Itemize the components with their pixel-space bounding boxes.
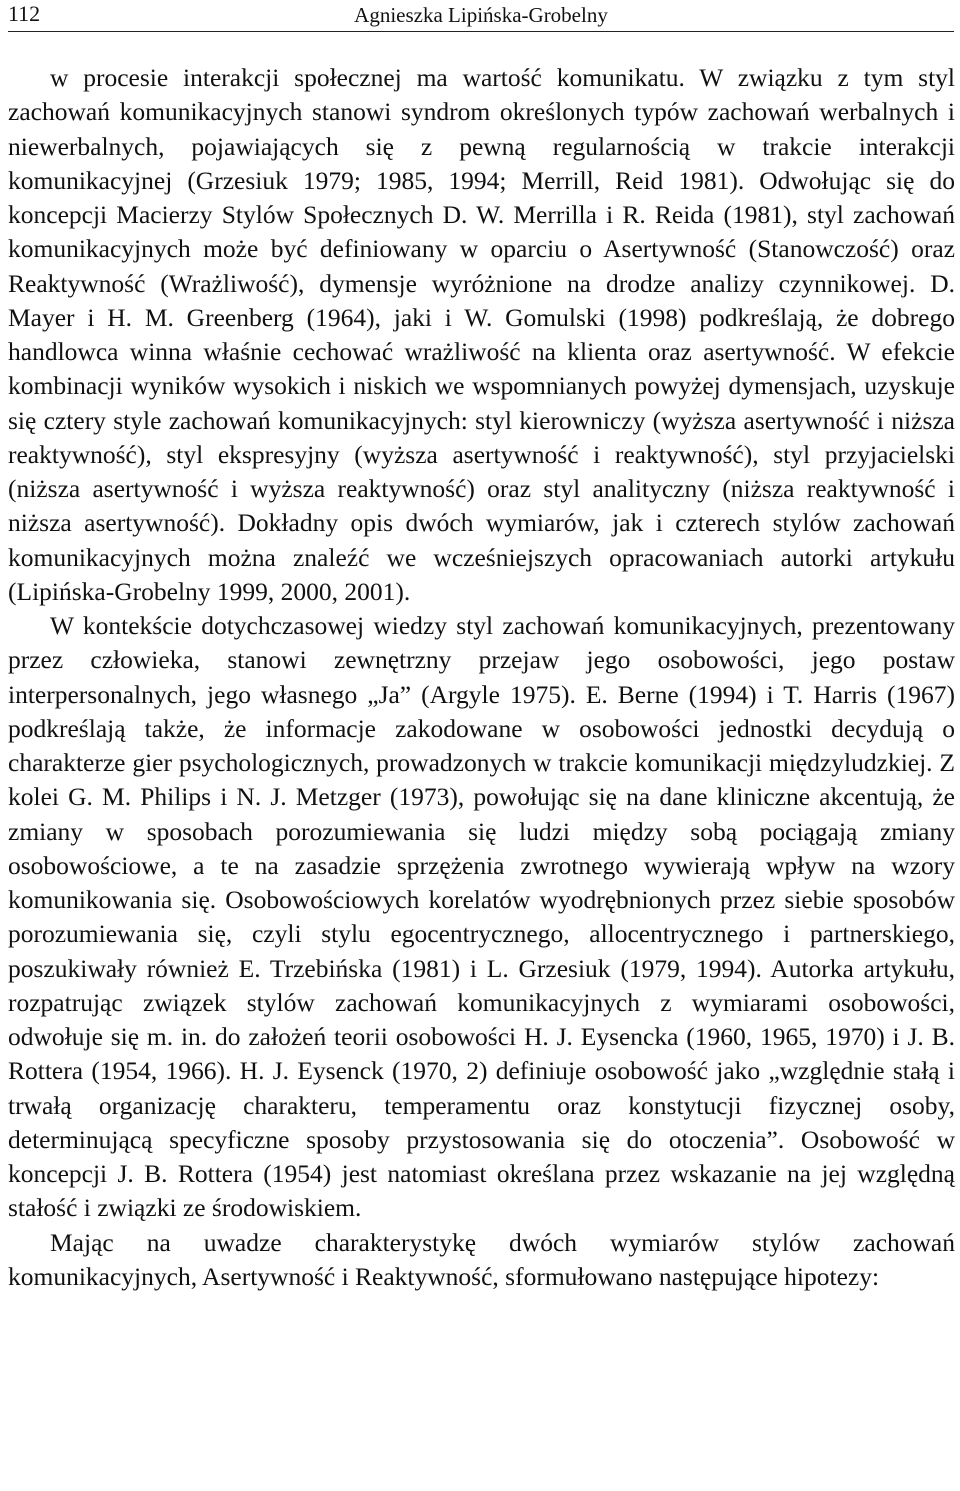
paragraph-3: Mając na uwadze charakterystykę dwóch wymiarów stylów zachowań komunikacyjnych, Asertywność i Reaktywność, sformułowano następujące hipotezy: [8, 1227, 955, 1291]
paragraph-1: w procesie interakcji społecznej ma wartość komunikatu. W związku z tym styl zachowań komunikacyjnych stanowi syndrom określonych typów zachowań werbalnych i niewerbalnych, pojawiających się z pewną regularnością w trakcie interakcji komunikacyjnej (Grzesiuk 1979; 1985, 1994; Merrill, Reid 1981). Odwołując się do koncepcji Macierzy Stylów Społecznych D. W. Merrilla i R. Reida (1981), styl zachowań komunikacyjnych może być definiowany w oparciu o Asertywność (Stanowczość) oraz Reaktywność (Wrażliwość), dymensje wyróżnione na drodze analizy czynnikowej. D. Mayer i H. M. Greenberg (1964), jaki i W. Gomulski (1998) podkreślają, że dobrego handlowca winna właśnie cechować wrażliwość na klienta oraz asertywność. W efekcie kombinacji wyników wysokich i niskich we wspomnianych powyżej dymensjach, uzyskuje się cztery style zachowań komunikacyjnych: styl kierowniczy (wyższa asertywność i niższa reaktywność), styl ekspresyjny (wyższa asertywność i reaktywność), styl przyjacielski (niższa asertywność i wyższa reaktywność) oraz styl analityczny (niższa reaktywność i niższa asertywność). Dokładny opis dwóch wymiarów, jak i czterech stylów zachowań komunikacyjnych można znaleźć we wcześniejszych opracowaniach autorki artykułu (Lipińska-Grobelny 1999, 2000, 2001). [8, 63, 955, 606]
running-head: Agnieszka Lipińska-Grobelny [354, 3, 608, 27]
page-number: 112 [8, 1, 41, 26]
body-text [8, 61, 955, 1294]
page-header [8, 0, 954, 32]
paragraph-2: W kontekście dotychczasowej wiedzy styl zachowań komunikacyjnych, prezentowany przez człowieka, stanowi zewnętrzny przejaw jego osobowości, jego postaw interpersonalnych, jego własnego „Ja” (Argyle 1975). E. Berne (1994) i T. Harris (1967) podkreślają także, że informacje zakodowane w osobowości jednostki decydują o charakterze gier psychologicznych, prowadzonych w trakcie komunikacji międzyludzkiej. Z kolei G. M. Philips i N. J. Metzger (1973), powołując się na dane kliniczne akcentują, że zmiany w sposobach porozumiewania się ludzi między sobą pociągają zmiany osobowościowe, a te na zasadzie sprzężenia zwrotnego wywierają wpływ na wzory komunikowania się. Osobowościowych korelatów wyodrębnionych przez siebie sposobów porozumiewania się, czyli stylu egocentrycznego, allocentrycznego i partnerskiego, poszukiwały również E. Trzebińska (1981) i L. Grzesiuk (1979, 1994). Autorka artykułu, rozpatrując związek stylów zachowań komunikacyjnych z wymiarami osobowości, odwołuje się m. in. do założeń teorii osobowości H. J. Eysencka (1960, 1965, 1970) i J. B. Rottera (1954, 1966). H. J. Eysenck (1970, 2) definiuje osobowość jako „względnie stałą i trwałą organizację charakteru, temperamentu oraz konstytucji fizycznej osoby, determinującą specyficzne sposoby przystosowania się do otoczenia”. Osobowość w koncepcji J. B. Rottera (1954) jest natomiast określana przez wskazanie na jej względną stałość i związki ze środowiskiem. [8, 611, 955, 1223]
